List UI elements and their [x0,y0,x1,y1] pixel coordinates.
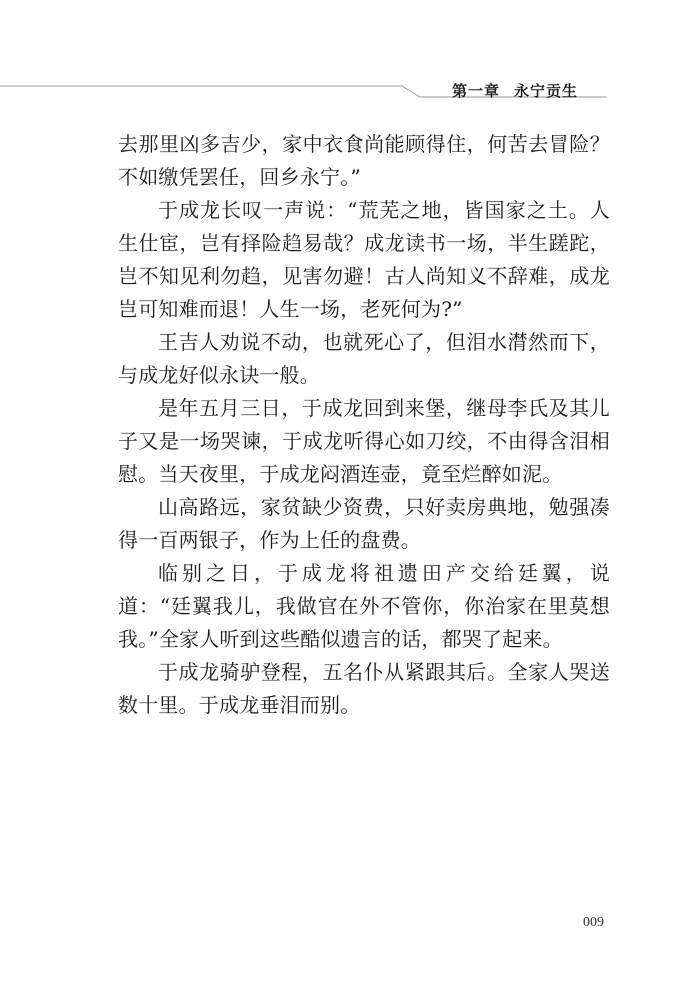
paragraph: 是年五月三日，于成龙回到来堡，继母李氏及其儿子又是一场哭谏，于成龙听得心如刀绞，不由得含泪相慰。当天夜里，于成龙闷酒连壶，竟至烂醉如泥。 [118,396,610,486]
paragraph: 于成龙长叹一声说：“荒芜之地，皆国家之土。人生仕宦，岂有择险趋易哉？成龙读书一场，半生蹉跎，岂不知见利勿趋，见害勿避！古人尚知义不辞难，成龙岂可知难而退！人生一场，老死何为?” [118,198,610,321]
chapter-number: 第一章 [452,82,501,100]
body-text [118,128,610,722]
running-header-chapter [452,80,578,101]
paragraph: 临别之日，于成龙将祖遗田产交给廷翼，说道：“廷翼我儿，我做官在外不管你，你治家在里莫想我。”全家人听到这些酷似遗言的话，都哭了起来。 [118,561,610,651]
chapter-title: 永宁贡生 [514,82,579,100]
paragraph: 王吉人劝说不动，也就死心了，但泪水潸然而下，与成龙好似永诀一般。 [118,330,610,387]
page-number: 009 [583,915,604,930]
paragraph: 于成龙骑驴登程，五名仆从紧跟其后。全家人哭送数十里。于成龙垂泪而别。 [118,660,610,717]
paragraph: 山高路远，家贫缺少资费，只好卖房典地，勉强凑得一百两银子，作为上任的盘费。 [118,495,610,552]
paragraph: 去那里凶多吉少，家中衣食尚能顾得住，何苦去冒险？不如缴凭罢任，回乡永宁。” [118,132,610,189]
header-rule [0,0,700,110]
